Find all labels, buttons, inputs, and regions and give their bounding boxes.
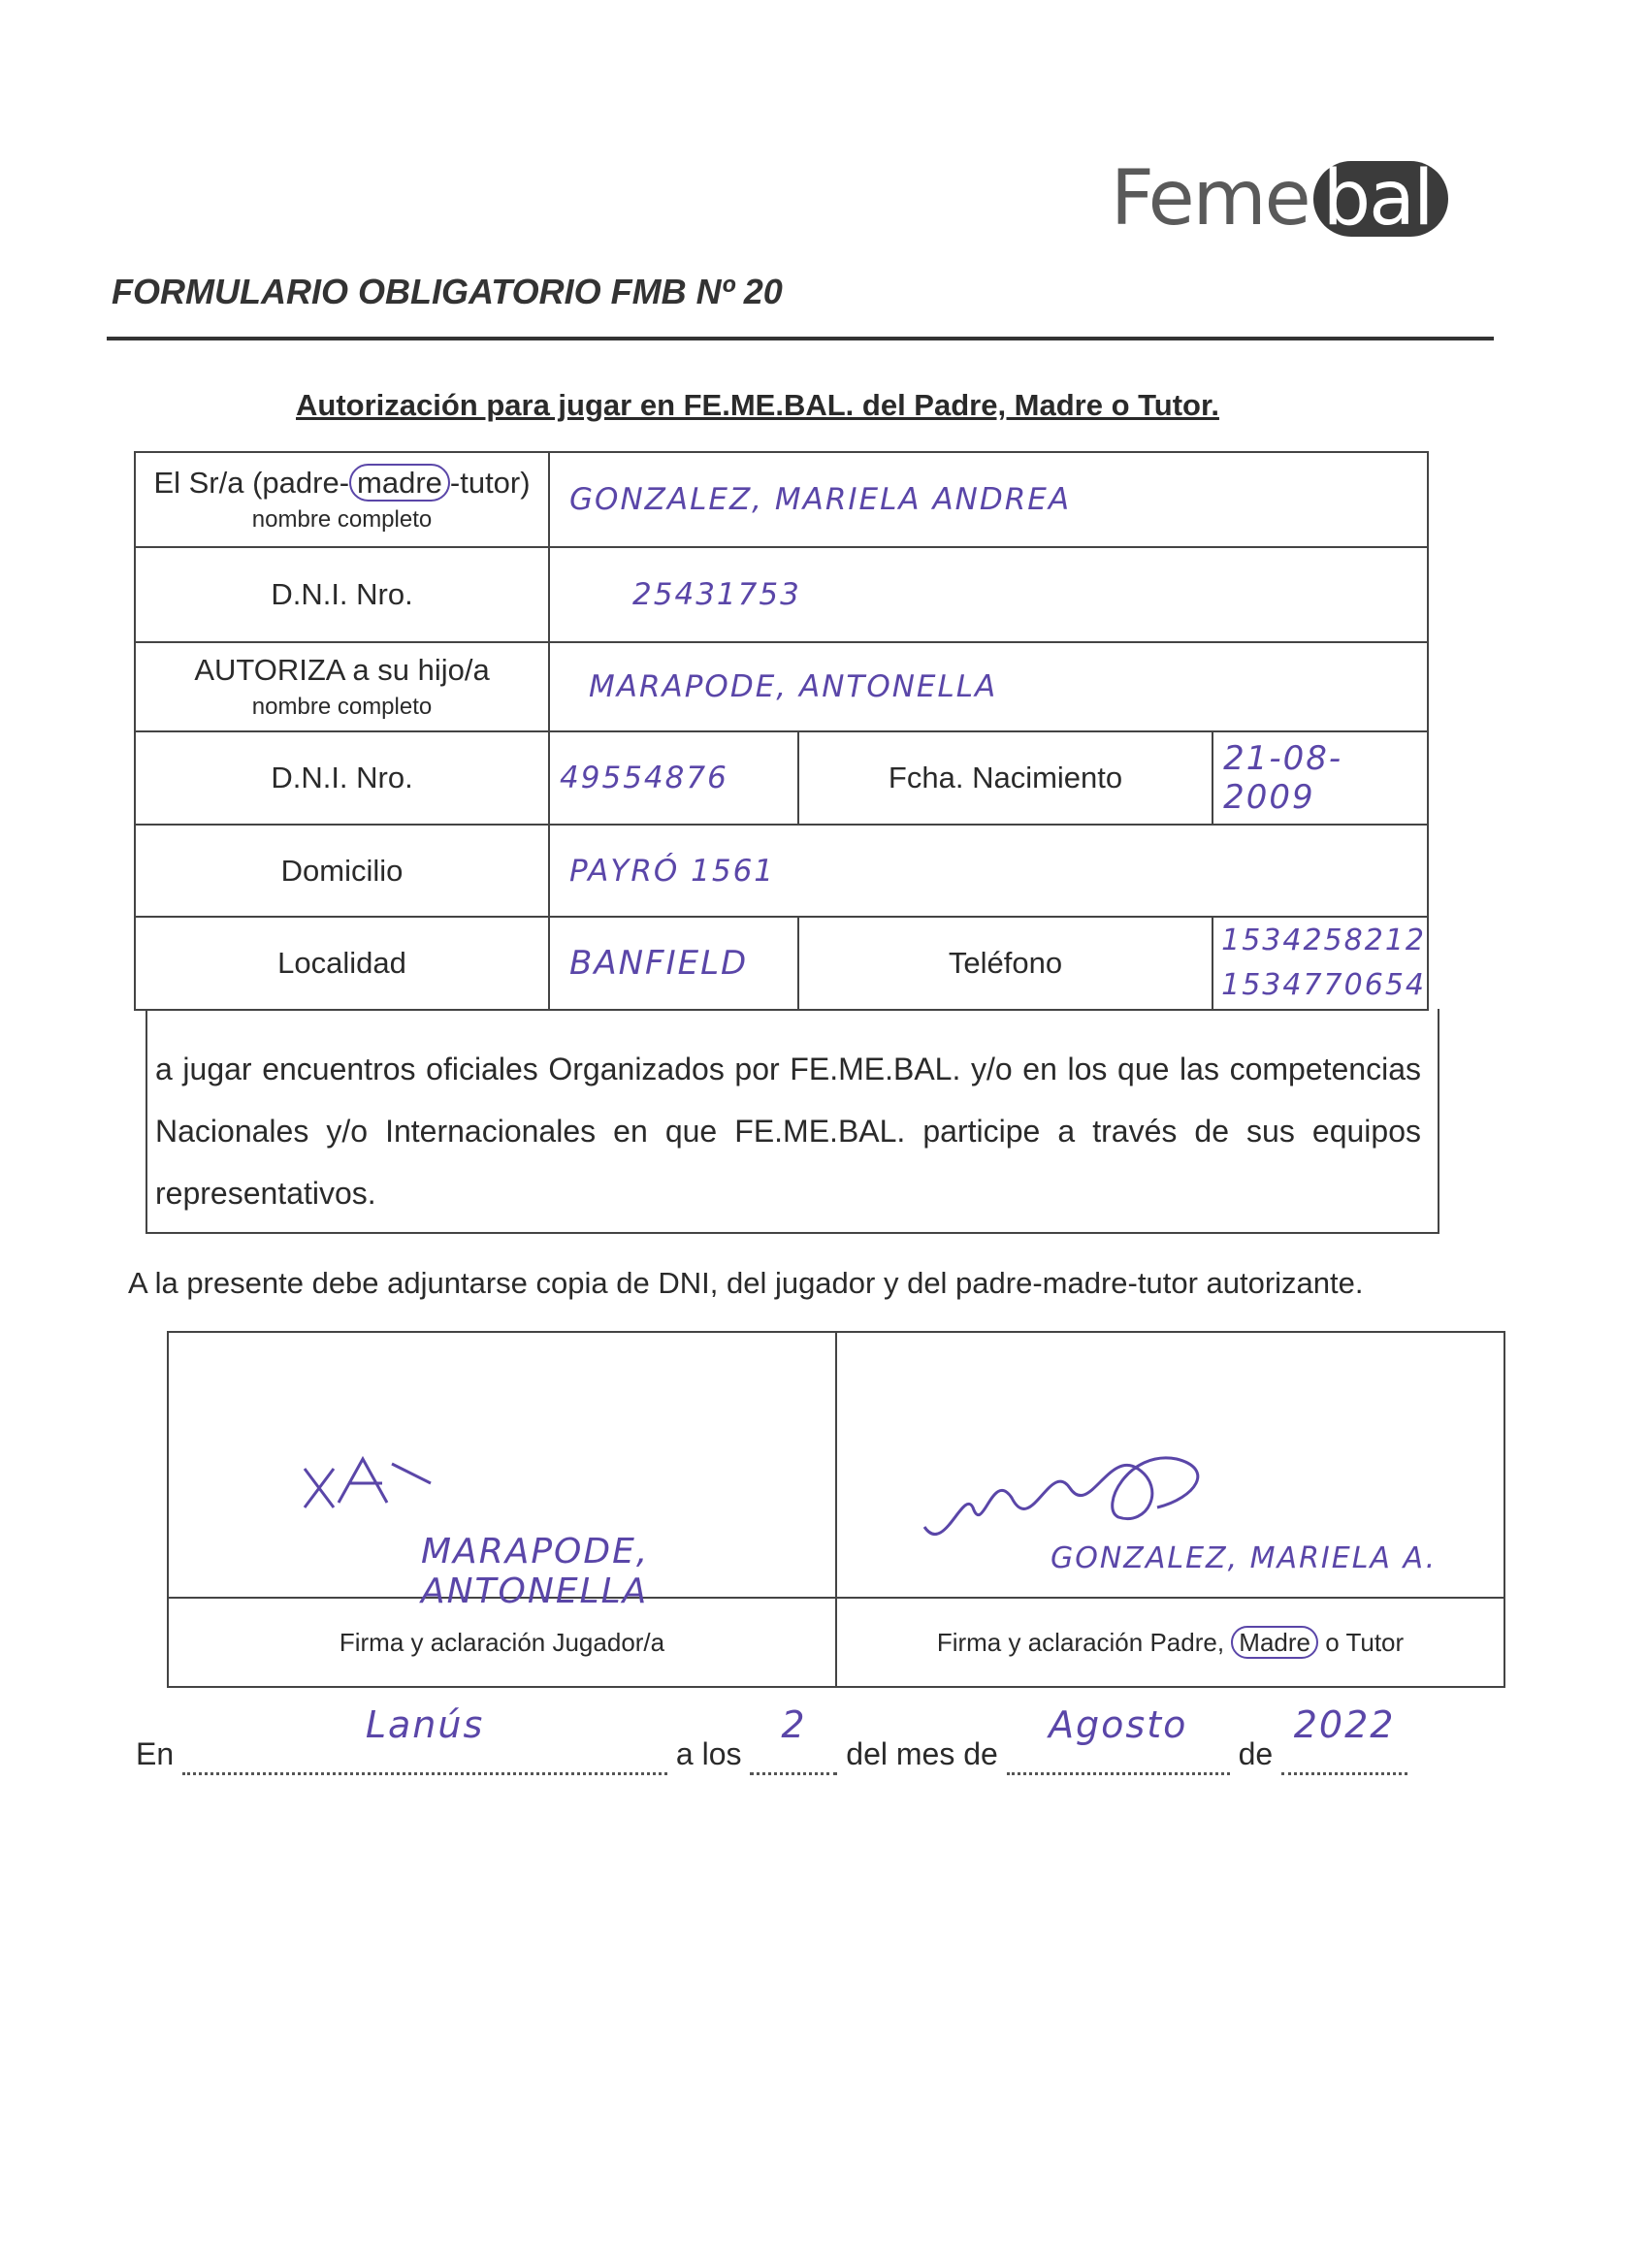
femebal-logo: Feme bal bbox=[1111, 155, 1448, 243]
player-signature-mark bbox=[295, 1449, 440, 1527]
day-value: 2 bbox=[781, 1703, 807, 1746]
mes-label: del mes de bbox=[846, 1736, 998, 1771]
player-signature-caption: Firma y aclaración Jugador/a bbox=[168, 1598, 836, 1687]
authorization-paragraph: a jugar encuentros oficiales Organizados por FE.ME.BAL. y/o en los que las competencias Nacionales y/o Internacionales en que FE.ME.BAL. participe a través de sus equipos representativos. bbox=[155, 1052, 1421, 1211]
tutor-dni-label: D.N.I. Nro. bbox=[135, 547, 549, 642]
attachment-note: A la presente debe adjuntarse copia de DNI, del jugador y del padre-madre-tutor autorizante. bbox=[128, 1266, 1364, 1300]
child-name-value: MARAPODE, ANTONELLA bbox=[549, 642, 1428, 731]
year-field bbox=[1281, 1703, 1407, 1775]
parent-signature-area bbox=[836, 1332, 1504, 1598]
localidad-label: Localidad bbox=[135, 917, 549, 1010]
player-signature-name: MARAPODE, ANTONELLA bbox=[421, 1532, 650, 1611]
de-label: de bbox=[1238, 1736, 1274, 1771]
child-dni-value: 49554876 bbox=[549, 731, 798, 825]
form-title: FORMULARIO OBLIGATORIO FMB Nº 20 bbox=[112, 272, 783, 311]
telefono-cell bbox=[1212, 917, 1428, 1010]
tutor-label-b: -tutor) bbox=[449, 466, 531, 500]
day-field bbox=[750, 1703, 837, 1775]
autoriza-label: AUTORIZA a su hijo/a bbox=[194, 653, 490, 687]
child-dni-row bbox=[135, 731, 1428, 825]
parent-caption-circled: Madre bbox=[1231, 1626, 1318, 1659]
tutor-label-a: El Sr/a (padre- bbox=[153, 466, 350, 500]
parent-caption-a: Firma y aclaración Padre, bbox=[936, 1627, 1225, 1657]
title-divider bbox=[107, 337, 1494, 340]
parent-caption-b: o Tutor bbox=[1325, 1627, 1405, 1657]
player-signature-area bbox=[168, 1332, 836, 1611]
a-los-label: a los bbox=[675, 1736, 742, 1771]
child-name-row bbox=[135, 642, 1428, 731]
domicilio-row bbox=[135, 825, 1428, 917]
tutor-dni-value: 25431753 bbox=[549, 547, 1428, 642]
autoriza-label-cell bbox=[135, 642, 549, 731]
telefono-value-1: 1534258212 bbox=[1221, 923, 1426, 957]
year-value: 2022 bbox=[1293, 1703, 1396, 1746]
place-value: Lanús bbox=[365, 1703, 485, 1746]
month-field bbox=[1007, 1703, 1230, 1775]
parent-signature-name: GONZALEZ, MARIELA A. bbox=[1051, 1541, 1438, 1575]
birth-value: 21-08-2009 bbox=[1212, 731, 1428, 825]
month-value: Agosto bbox=[1049, 1703, 1188, 1746]
localidad-value: BANFIELD bbox=[549, 917, 798, 1010]
tutor-label-circled: madre bbox=[349, 464, 450, 502]
tutor-label-cell bbox=[135, 452, 549, 547]
autoriza-sublabel: nombre completo bbox=[251, 694, 433, 720]
tutor-sublabel: nombre completo bbox=[251, 506, 433, 533]
telefono-value-2: 1534770654 bbox=[1221, 968, 1426, 1002]
place-field bbox=[182, 1703, 667, 1775]
form-subtitle: Autorización para jugar en FE.ME.BAL. del Padre, Madre o Tutor. bbox=[296, 388, 1219, 422]
parent-signature-caption bbox=[836, 1598, 1504, 1687]
date-line bbox=[136, 1703, 1407, 1775]
telefono-label: Teléfono bbox=[798, 917, 1212, 1010]
tutor-name-value: GONZALEZ, MARIELA ANDREA bbox=[549, 452, 1428, 547]
domicilio-label: Domicilio bbox=[135, 825, 549, 917]
domicilio-value: PAYRÓ 1561 bbox=[549, 825, 1428, 917]
tutor-dni-row bbox=[135, 547, 1428, 642]
authorization-table bbox=[134, 451, 1429, 1011]
child-dni-label: D.N.I. Nro. bbox=[135, 731, 549, 825]
signature-table bbox=[167, 1331, 1505, 1688]
tutor-name-row bbox=[135, 452, 1428, 547]
birth-label: Fcha. Nacimiento bbox=[798, 731, 1212, 825]
localidad-row bbox=[135, 917, 1428, 1010]
en-label: En bbox=[136, 1736, 175, 1771]
